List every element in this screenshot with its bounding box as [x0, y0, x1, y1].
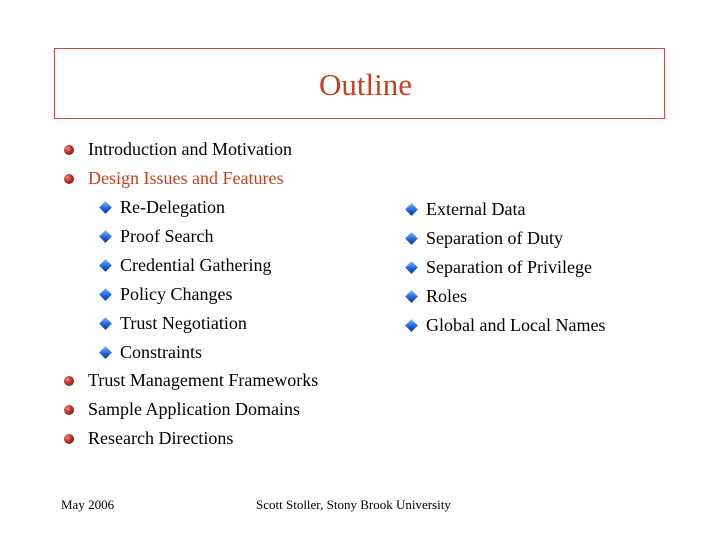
footer-date: May 2006 — [61, 497, 115, 512]
sub-item-global-local-names: Global and Local Names — [426, 315, 606, 335]
main-item-application-domains: Sample Application Domains — [88, 399, 300, 419]
main-item-design-issues: Design Issues and Features — [88, 168, 284, 188]
bullet-ball-icon — [64, 376, 74, 386]
main-item-trust-frameworks: Trust Management Frameworks — [88, 370, 319, 390]
bullet-diamond-icon — [405, 203, 418, 216]
slide-title: Outline — [319, 66, 412, 102]
sub-item-separation-of-privilege: Separation of Privilege — [426, 257, 592, 277]
bullet-diamond-icon — [99, 288, 112, 301]
bullet-diamond-icon — [99, 230, 112, 243]
bullet-ball-icon — [64, 145, 74, 155]
sub-item-trust-negotiation: Trust Negotiation — [120, 313, 247, 333]
bullet-diamond-icon — [405, 261, 418, 274]
bullet-ball-icon — [64, 434, 74, 444]
sub-item-external-data: External Data — [426, 199, 526, 219]
sub-item-separation-of-duty: Separation of Duty — [426, 228, 563, 248]
bullet-diamond-icon — [99, 259, 112, 272]
sub-item-policy-changes: Policy Changes — [120, 284, 233, 304]
footer-author: Scott Stoller, Stony Brook University — [256, 497, 451, 512]
bullet-diamond-icon — [99, 317, 112, 330]
title-box — [54, 48, 665, 119]
bullet-ball-icon — [64, 174, 74, 184]
bullet-ball-icon — [64, 405, 74, 415]
bullet-diamond-icon — [99, 201, 112, 214]
main-item-introduction: Introduction and Motivation — [88, 139, 292, 159]
sub-item-constraints: Constraints — [120, 342, 203, 362]
bullet-diamond-icon — [405, 290, 418, 303]
sub-item-roles: Roles — [426, 286, 468, 306]
sub-item-credential-gathering: Credential Gathering — [120, 255, 272, 275]
sub-item-re-delegation: Re-Delegation — [120, 197, 225, 217]
sub-item-proof-search: Proof Search — [120, 226, 214, 246]
main-item-research-directions: Research Directions — [88, 428, 234, 448]
bullet-diamond-icon — [405, 232, 418, 245]
bullet-diamond-icon — [99, 346, 112, 359]
bullet-diamond-icon — [405, 319, 418, 332]
